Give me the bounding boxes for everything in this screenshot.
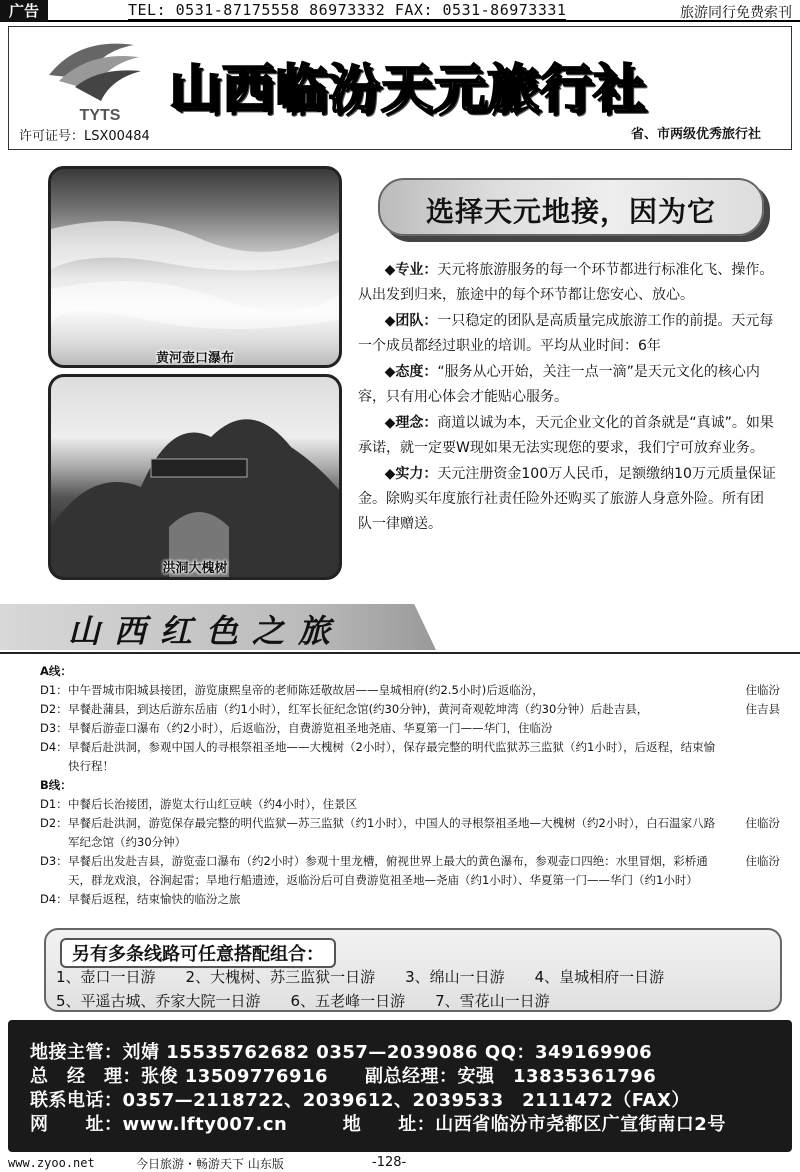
locust-tree-photo: [48, 374, 342, 580]
feature-item: ◆理念：商道以诚为本，天元企业文化的首条就是“真诚”。如果承诺，就一定要W现如果无法实现您的要求，我们宁可放弃业务。: [358, 415, 774, 456]
combo-item: 3、绵山一日游: [405, 968, 505, 986]
divider: [0, 652, 800, 654]
itinerary: [40, 662, 780, 909]
combo-item: 5、平遥古城、乔家大院一日游: [56, 992, 261, 1010]
waterfall-photo: [48, 166, 342, 368]
itinerary-day: D2： 早餐后赴洪洞，游览保存最完整的明代监狱—苏三监狱（约1小时），中国人的寻根祭祖圣地—大槐树（约2小时），白石温家八路军纪念馆（约30分钟） 住临汾: [40, 816, 780, 849]
publisher-contact: TEL: 0531-87175558 86973332 FAX: 0531-86973331: [128, 1, 567, 19]
free-note: 旅游同行免费索刊: [680, 5, 792, 21]
award-text: 省、市两级优秀旅行社: [630, 127, 761, 142]
company-header: [8, 26, 792, 150]
feature-item: ◆团队：一只稳定的团队是高质量完成旅游工作的前提。天元每一个成员都经过职业的培训。平均从业时间：6年: [358, 313, 774, 354]
site-url: www.zyoo.net: [8, 1156, 95, 1170]
photo-caption: 黄河壶口瀑布: [155, 351, 234, 366]
itinerary-day: D1： 中餐后长治接团，游览太行山红豆峡（约4小时），住景区: [40, 797, 358, 811]
tagline-banner: [378, 178, 764, 236]
route-b-label: B线：: [40, 778, 72, 792]
itinerary-day: D4： 早餐后返程，结束愉快的临汾之旅: [40, 892, 241, 906]
contact-manager: 地接主管：刘婧 15535762682 0357—2039086 QQ：349169906: [30, 1042, 653, 1063]
logo-text: TYTS: [79, 107, 121, 124]
contact-footer: [8, 1020, 792, 1152]
itinerary-day: D3： 早餐后游壶口瀑布（约2小时），后返临汾，自费游览祖圣地尧庙、华夏第一门——华门，住临汾: [40, 721, 553, 735]
combo-item: 6、五老峰一日游: [290, 992, 406, 1010]
itinerary-day: D4： 早餐后赴洪洞，参观中国人的寻根祭祖圣地——大槐树（2小时），保存最完整的明代监狱苏三监狱（约1小时），后返程，结束愉快行程！: [40, 740, 716, 773]
feature-item: ◆态度：“服务从心开始，关注一点一滴”是天元文化的核心内容，只有用心体会才能贴心服务。: [358, 364, 760, 405]
page-footer: [0, 1154, 800, 1172]
page-number: -128-: [372, 1155, 407, 1170]
route-a-label: A线：: [40, 664, 72, 678]
license-number: 许可证号：LSX00484: [19, 129, 150, 144]
itinerary-day: D2： 早餐赴蒲县，到达后游东岳庙（约1小时），红军长征纪念馆(约30分钟)，黄河奇观乾坤湾（约30分钟）后赴吉县， 住吉县: [40, 702, 780, 716]
top-bar: [0, 0, 800, 22]
tagline: 选择天元地接，因为它: [425, 195, 716, 228]
ad-tag: 广告: [0, 0, 48, 22]
feature-item: ◆专业：天元将旅游服务的每一个环节都进行标准化飞、操作。从出发到归来，旅途中的每个环节都让您安心、放心。: [358, 262, 774, 303]
combo-item: 1、壶口一日游: [56, 968, 156, 986]
contact-phones: 联系电话：0357—2118722、2039612、2039533 2111472（FAX）: [30, 1090, 690, 1111]
combo-item: 4、皇城相府一日游: [534, 968, 665, 986]
combo-row: [56, 990, 580, 1011]
contact-web-address: 网 址：www.lfty007.cn 地 址：山西省临汾市尧都区广宣街南口2号: [30, 1114, 726, 1135]
itinerary-day: D1： 中午晋城市阳城县接团，游览康熙皇帝的老师陈廷敬故居——皇城相府(约2.5小时)后返临汾， 住临汾: [40, 683, 780, 697]
tyts-logo: [39, 35, 149, 125]
combo-row: [56, 966, 694, 987]
section-title: 山西红色之旅: [68, 612, 345, 650]
contact-gm: 总 经 理：张俊 13509776916 副总经理：安强 13835361796: [30, 1066, 657, 1087]
photo-caption: 洪洞大槐树: [162, 561, 228, 576]
magazine-brand: 今日旅游・畅游天下 山东版: [136, 1157, 284, 1171]
feature-list: [358, 258, 776, 538]
company-name: 山西临汾天元旅行社: [169, 60, 647, 120]
combo-routes: [44, 928, 782, 1012]
combo-item: 2、大槐树、苏三监狱一日游: [185, 968, 376, 986]
itinerary-day: D3： 早餐后出发赴吉县，游览壶口瀑布（约2小时）参观十里龙槽，俯视世界上最大的黄色瀑布，参观壶口四绝：水里冒烟，彩桥通天，群龙戏浪，谷涧起雷；旱地行船遗迹，返临汾后可自费游览祖圣地—尧庙（约1小时）、华夏第一门——华门（约1小时） 住临汾: [40, 854, 780, 887]
combo-title: 另有多条线路可任意搭配组合：: [60, 938, 336, 968]
feature-item: ◆实力：天元注册资金100万人民币，足额缴纳10万元质量保证金。除购买年度旅行社责任险外还购买了旅游人身意外险。所有团队一律赠送。: [358, 466, 776, 532]
combo-item: 7、雪花山一日游: [435, 992, 550, 1010]
